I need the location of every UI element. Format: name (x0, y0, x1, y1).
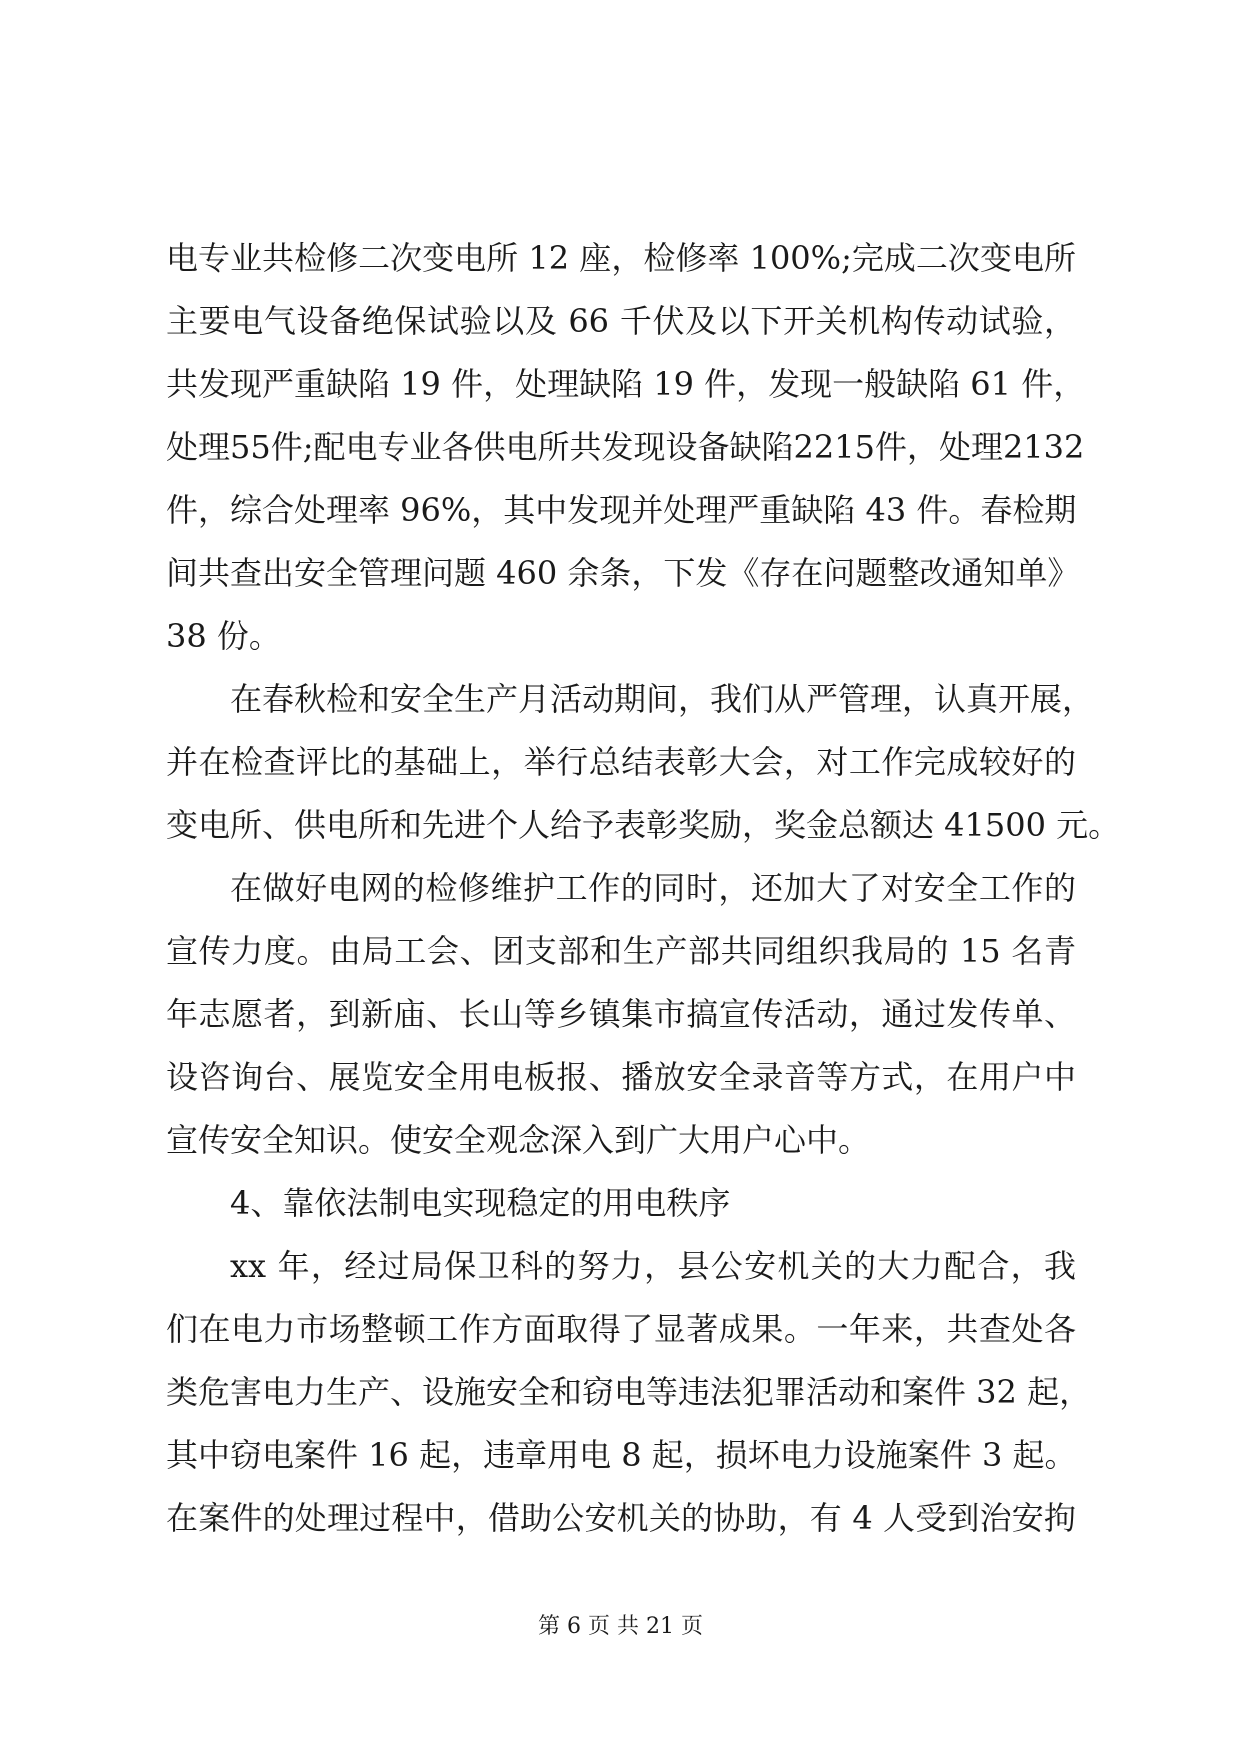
text-line: 间共查出安全管理问题 460 余条，下发《存在问题整改通知单》 (166, 554, 1080, 592)
text-line: 设咨询台、展览安全用电板报、播放安全录音等方式，在用户中 (166, 1058, 1076, 1096)
text-line: 类危害电力生产、设施安全和窃电等违法犯罪活动和案件 32 起， (166, 1373, 1092, 1411)
text-line: 在做好电网的检修维护工作的同时，还加大了对安全工作的 (230, 869, 1076, 907)
text-line: 38 份。 (166, 617, 281, 655)
text-line: 处理55件;配电专业各供电所共发现设备缺陷2215件，处理2132 (166, 428, 1085, 466)
page-number-footer: 第 6 页 共 21 页 (538, 1614, 703, 1639)
text-line: 其中窃电案件 16 起，违章用电 8 起，损坏电力设施案件 3 起。 (166, 1436, 1077, 1474)
text-line: 并在检查评比的基础上，举行总结表彰大会，对工作完成较好的 (166, 743, 1076, 781)
text-line: 宣传力度。由局工会、团支部和生产部共同组织我局的 15 名青 (166, 932, 1076, 970)
text-line: 年志愿者，到新庙、长山等乡镇集市搞宣传活动，通过发传单、 (166, 995, 1076, 1033)
text-line: 电专业共检修二次变电所 12 座，检修率 100%;完成二次变电所 (166, 239, 1076, 277)
text-line: 变电所、供电所和先进个人给予表彰奖励，奖金总额达 41500 元。 (166, 806, 1121, 844)
text-line: 们在电力市场整顿工作方面取得了显著成果。一年来，共查处各 (166, 1310, 1076, 1348)
text-line: xx 年，经过局保卫科的努力，县公安机关的大力配合，我 (230, 1247, 1076, 1285)
body-text (166, 227, 1121, 1550)
text-line: 在案件的处理过程中，借助公安机关的协助，有 4 人受到治安拘 (166, 1499, 1076, 1537)
text-line: 件，综合处理率 96%，其中发现并处理严重缺陷 43 件。春检期 (166, 491, 1077, 529)
text-line: 在春秋检和安全生产月活动期间，我们从严管理，认真开展， (230, 680, 1095, 718)
section-heading: 4、靠依法制电实现稳定的用电秩序 (230, 1184, 731, 1222)
text-line: 共发现严重缺陷 19 件，处理缺陷 19 件，发现一般缺陷 61 件， (166, 365, 1086, 403)
text-line: 主要电气设备绝保试验以及 66 千伏及以下开关机构传动试验， (166, 302, 1076, 340)
text-line: 宣传安全知识。使安全观念深入到广大用户心中。 (166, 1121, 871, 1159)
